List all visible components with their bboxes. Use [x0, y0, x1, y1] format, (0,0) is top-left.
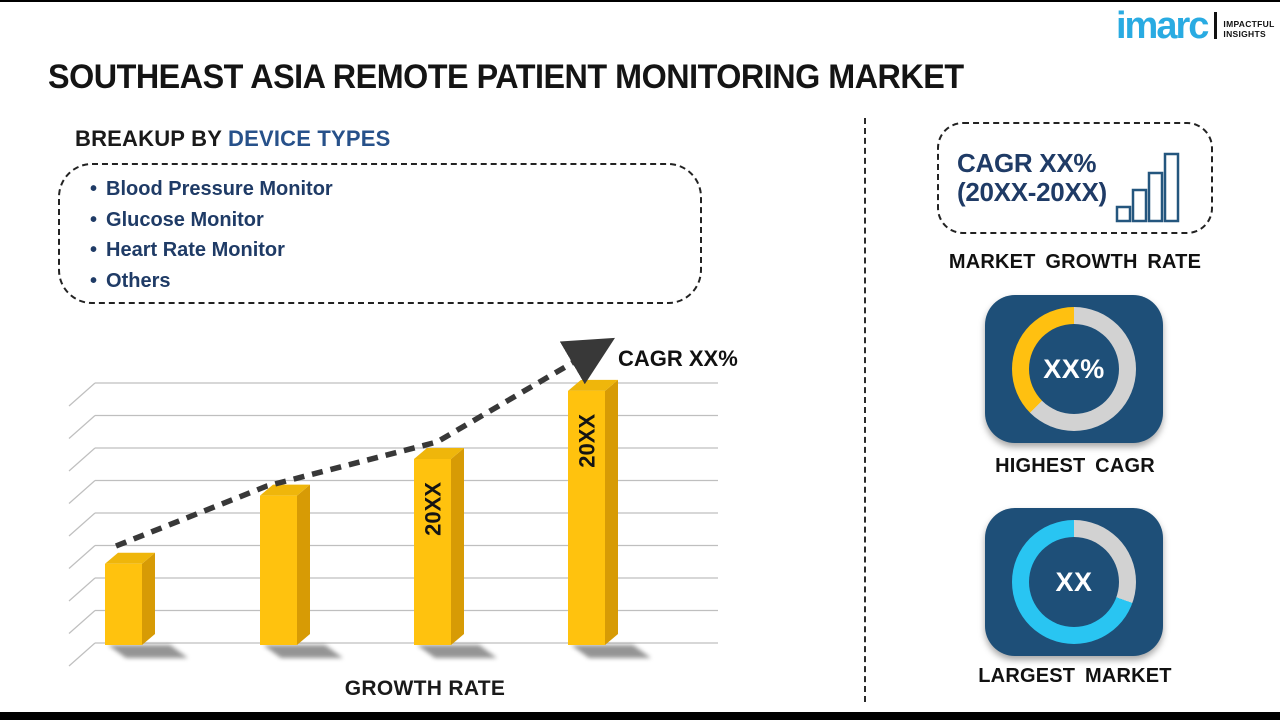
logo-divider — [1214, 12, 1217, 39]
imarc-wordmark: imarc — [1116, 5, 1208, 47]
device-types-list — [60, 165, 700, 296]
top-border — [0, 0, 1280, 2]
cagr-line1: CAGR XX% — [957, 148, 1097, 178]
highest-cagr-caption: HIGHEST CAGR — [995, 455, 1155, 477]
highest-cagr-card — [985, 295, 1163, 443]
logo-tagline-line1: IMPACTFUL — [1223, 19, 1275, 30]
breakup-heading-prefix: BREAKUP BY — [75, 126, 228, 151]
largest-market-value: XX — [1055, 566, 1093, 597]
ascending-bar-chart-icon — [1115, 150, 1185, 224]
cagr-line2: (20XX-20XX) — [957, 177, 1107, 207]
section-divider — [864, 118, 866, 702]
largest-market-donut-icon — [1012, 520, 1136, 644]
breakup-heading-highlight: DEVICE TYPES — [227, 126, 391, 151]
page-title: SOUTHEAST ASIA REMOTE PATIENT MONITORING MARKET — [48, 58, 964, 96]
list-item: • Glucose Monitor — [90, 205, 700, 236]
market-growth-rate-caption: MARKET GROWTH RATE — [948, 251, 1202, 273]
highest-cagr-value: XX% — [1043, 353, 1105, 384]
logo-tagline-line2: INSIGHTS — [1223, 29, 1266, 40]
imarc-logo — [1116, 5, 1275, 47]
market-growth-rate-box — [937, 122, 1213, 234]
bottom-border — [0, 712, 1280, 720]
list-item: • Blood Pressure Monitor — [90, 174, 700, 205]
breakup-heading — [75, 126, 391, 152]
logo-tagline — [1223, 19, 1274, 39]
largest-market-card — [985, 508, 1163, 656]
svg-text:CAGR XX%: CAGR XX% — [618, 346, 738, 371]
list-item: • Heart Rate Monitor — [90, 235, 700, 266]
svg-text:20XX: 20XX — [574, 413, 600, 468]
svg-text:20XX: 20XX — [420, 482, 446, 536]
chart-x-axis-label: GROWTH RATE — [344, 677, 506, 700]
donut-center — [1029, 324, 1119, 414]
cagr-text — [939, 149, 1107, 207]
growth-bar-chart — [55, 335, 755, 675]
list-item: • Others — [90, 266, 700, 297]
device-types-box — [58, 163, 702, 304]
donut-center — [1029, 537, 1119, 627]
largest-market-caption: LARGEST MARKET — [978, 665, 1172, 687]
highest-cagr-donut-icon — [1012, 307, 1136, 431]
